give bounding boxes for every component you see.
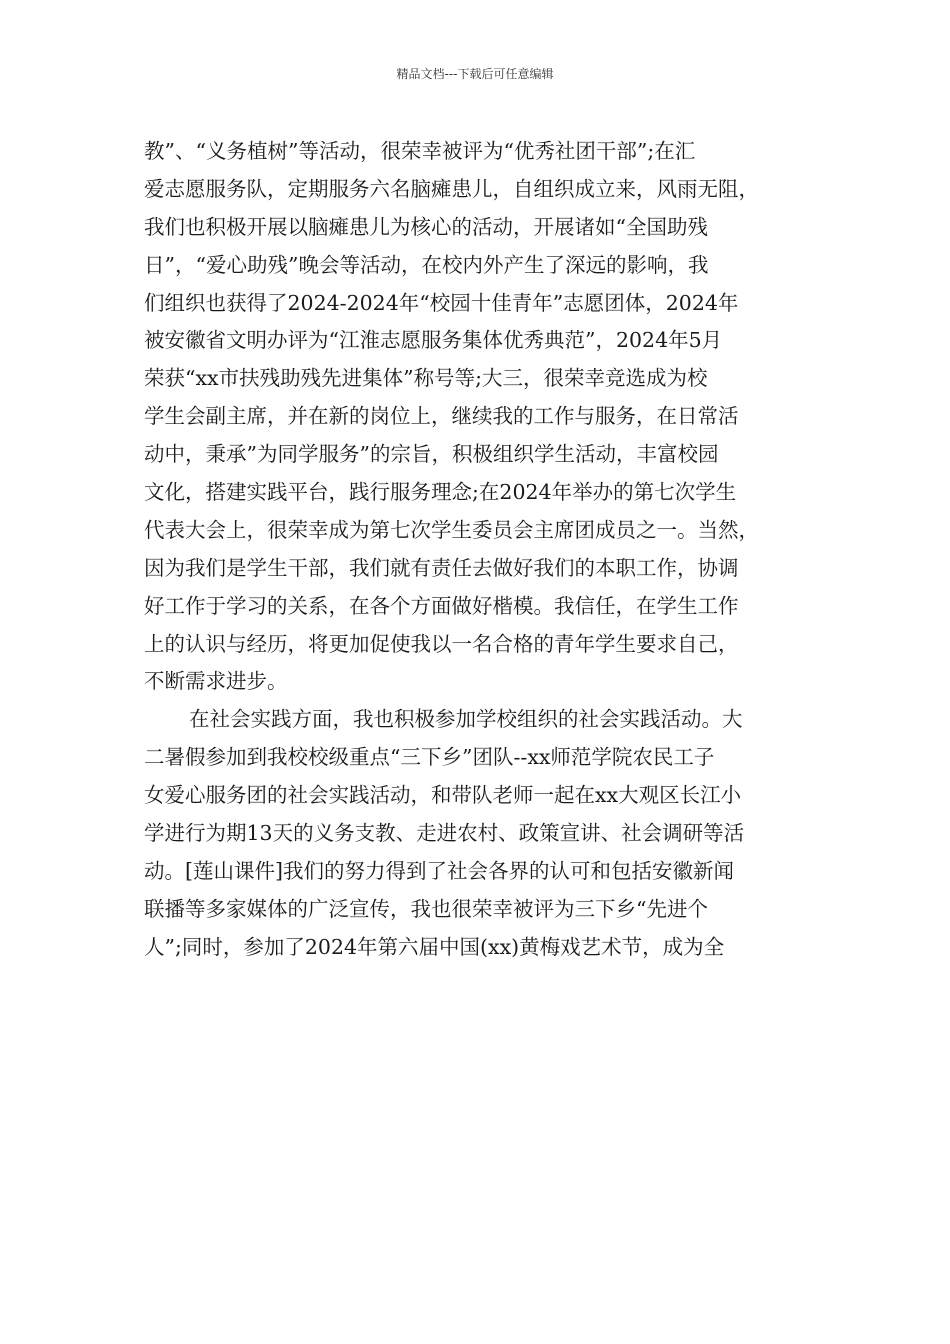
page-header: 精品文档---下载后可任意编辑 xyxy=(396,67,554,81)
text-line: 我们也积极开展以脑瘫患儿为核心的活动，开展诸如“全国助残 xyxy=(144,214,708,239)
text-line: 学生会副主席，并在新的岗位上，继续我的工作与服务，在日常活 xyxy=(144,404,739,429)
text-line: 人”;同时，参加了2024年第六届中国(xx)黄梅戏艺术节，成为全 xyxy=(144,934,725,959)
text-line: 动。[莲山课件]我们的努力得到了社会各界的认可和包括安徽新闻 xyxy=(144,858,734,883)
text-line: 们组织也获得了2024-2024年“校园十佳青年”志愿团体，2024年 xyxy=(144,290,739,315)
text-line: 动中，秉承”为同学服务”的宗旨，积极组织学生活动，丰富校园 xyxy=(144,442,719,467)
text-line: 代表大会上，很荣幸成为第七次学生委员会主席团成员之一。当然， xyxy=(144,517,759,542)
text-line: 上的认识与经历，将更加促使我以一名合格的青年学生要求自己， xyxy=(144,631,739,656)
text-line: 二暑假参加到我校校级重点“三下乡”团队--xx师范学院农民工子 xyxy=(144,745,715,770)
text-line: 学进行为期13天的义务支教、走进农村、政策宣讲、社会调研等活 xyxy=(144,821,745,846)
text-line: 好工作于学习的关系，在各个方面做好楷模。我信任，在学生工作 xyxy=(144,593,739,618)
paragraph-2 xyxy=(144,701,824,966)
text-line: 联播等多家媒体的广泛宣传，我也很荣幸被评为三下乡“先进个 xyxy=(144,896,708,921)
text-line: 不断需求进步。 xyxy=(144,669,288,694)
text-line: 爱志愿服务队，定期服务六名脑瘫患儿，自组织成立来，风雨无阻， xyxy=(144,176,759,201)
text-line: 被安徽省文明办评为“江淮志愿服务集体优秀典范”，2024年5月 xyxy=(144,328,723,353)
text-line: 荣获“xx市扶残助残先进集体”称号等;大三，很荣幸竞选成为校 xyxy=(144,366,708,391)
text-line: 日”，“爱心助残”晚会等活动，在校内外产生了深远的影响，我 xyxy=(144,252,709,277)
document-body xyxy=(144,133,824,967)
text-line: 因为我们是学生干部，我们就有责任去做好我们的本职工作，协调 xyxy=(144,555,739,580)
text-line: 女爱心服务团的社会实践活动，和带队老师一起在xx大观区长江小 xyxy=(144,783,742,808)
text-line: 在社会实践方面，我也积极参加学校组织的社会实践活动。大 xyxy=(189,707,743,732)
paragraph-1 xyxy=(144,133,824,701)
text-line: 文化，搭建实践平台，践行服务理念;在2024年举办的第七次学生 xyxy=(144,480,737,505)
text-line: 教”、“义务植树”等活动，很荣幸被评为“优秀社团干部”;在汇 xyxy=(144,139,696,163)
